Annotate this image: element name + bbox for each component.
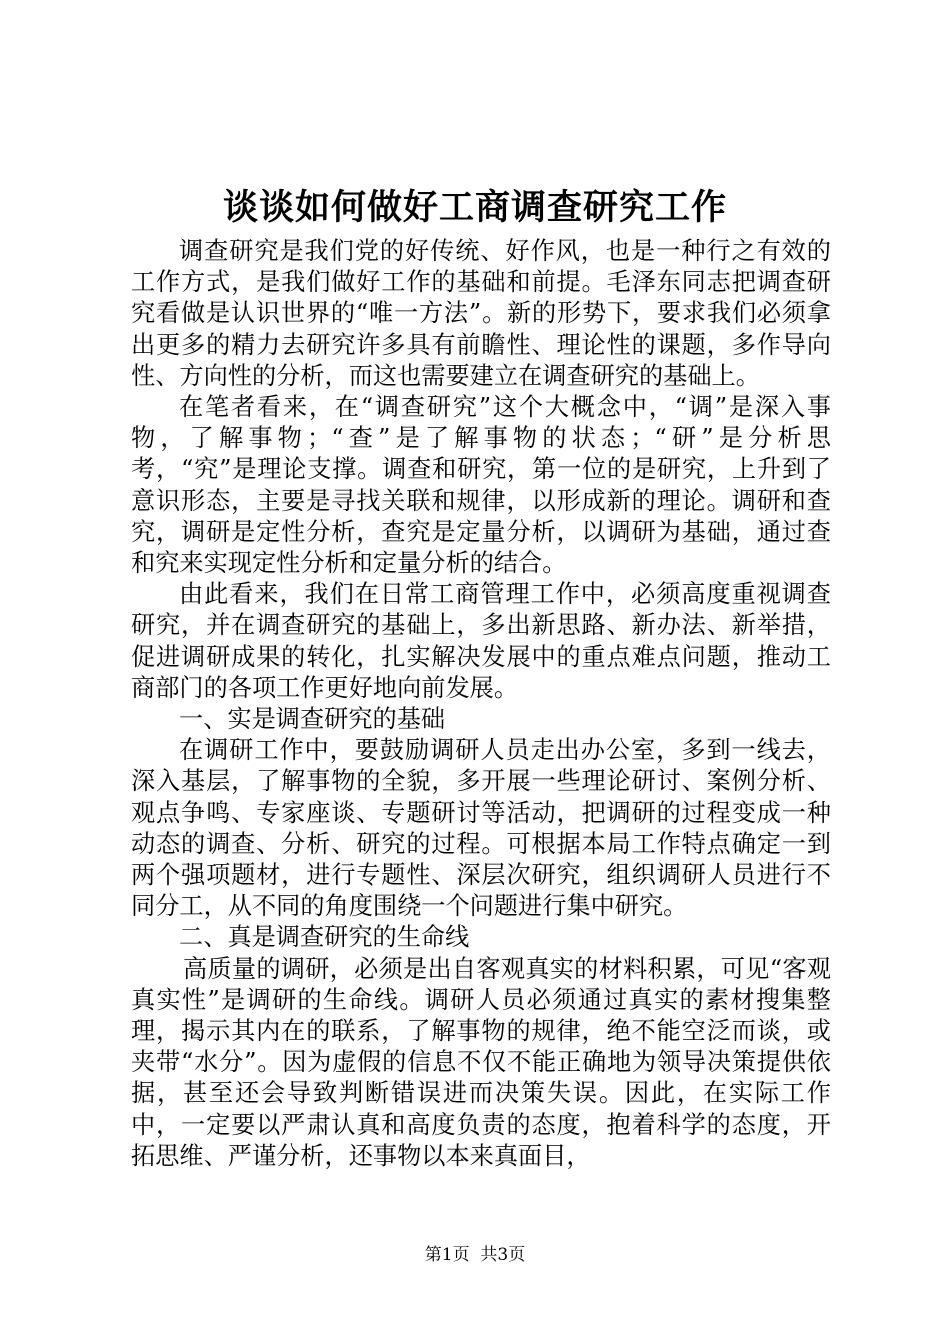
- section-1-paragraph: 在调研工作中，要鼓励调研人员走出办公室，多到一线去，深入基层，了解事物的全貌，多开展一些理论研讨、案例分析、观点争鸣、专家座谈、专题研讨等活动，把调研的过程变成一种动态的调查、分析、研究的过程。可根据本局工作特点确定一到两个强项题材，进行专题性、深层次研究，组织调研人员进行不同分工，从不同的角度围绕一个问题进行集中研究。: [131, 736, 831, 921]
- document-title: 谈谈如何做好工商调查研究工作: [222, 187, 727, 228]
- intro-paragraph-3: 由此看来，我们在日常工商管理工作中，必须高度重视调查研究，并在调查研究的基础上，多出新思路、新办法、新举措，促进调研成果的转化，扎实解决发展中的重点难点问题，推动工商部门的各项工作更好地向前发展。: [131, 580, 831, 702]
- page-footer: [0, 1243, 950, 1267]
- intro-paragraph-1: 调查研究是我们党的好传统、好作风，也是一种行之有效的工作方式，是我们做好工作的基础和前提。毛泽东同志把调查研究看做是认识世界的“唯一方法”。新的形势下，要求我们必须拿出更多的精力去研究许多具有前瞻性、理论性的课题，多作导向性、方向性的分析，而这也需要建立在调查研究的基础上。: [131, 237, 831, 390]
- document-body: [131, 236, 831, 1172]
- total-pages: 共3页: [480, 1245, 526, 1265]
- section-2-paragraph: 高质量的调研，必须是出自客观真实的材料积累，可见“客观真实性”是调研的生命线。调研人员必须通过真实的素材搜集整理，揭示其内在的联系，了解事物的规律，绝不能空泛而谈，或夹带“水分”。因为虚假的信息不仅不能正确地为领导决策提供依据，甚至还会导致判断错误进而决策失误。因此，在实际工作中，一定要以严肃认真和高度负责的态度，抱着科学的态度，开拓思维、严谨分析，还事物以本来真面目，: [131, 954, 831, 1170]
- section-1-heading: 一、实是调查研究的基础: [179, 705, 446, 734]
- intro-paragraph-2: 在笔者看来，在“调查研究”这个大概念中，“调”是深入事物，了解事物；“查”是了解事物的状态；“研”是分析思考，“究”是理论支撑。调查和研究，第一位的是研究，上升到了意识形态，主要是寻找关联和规律，以形成新的理论。调研和查究，调研是定性分析，查究是定量分析，以调研为基础，通过查和究来实现定性分析和定量分析的结合。: [131, 393, 831, 578]
- section-2-heading: 二、真是调查研究的生命线: [179, 923, 470, 952]
- page-number: 第1页: [424, 1245, 470, 1265]
